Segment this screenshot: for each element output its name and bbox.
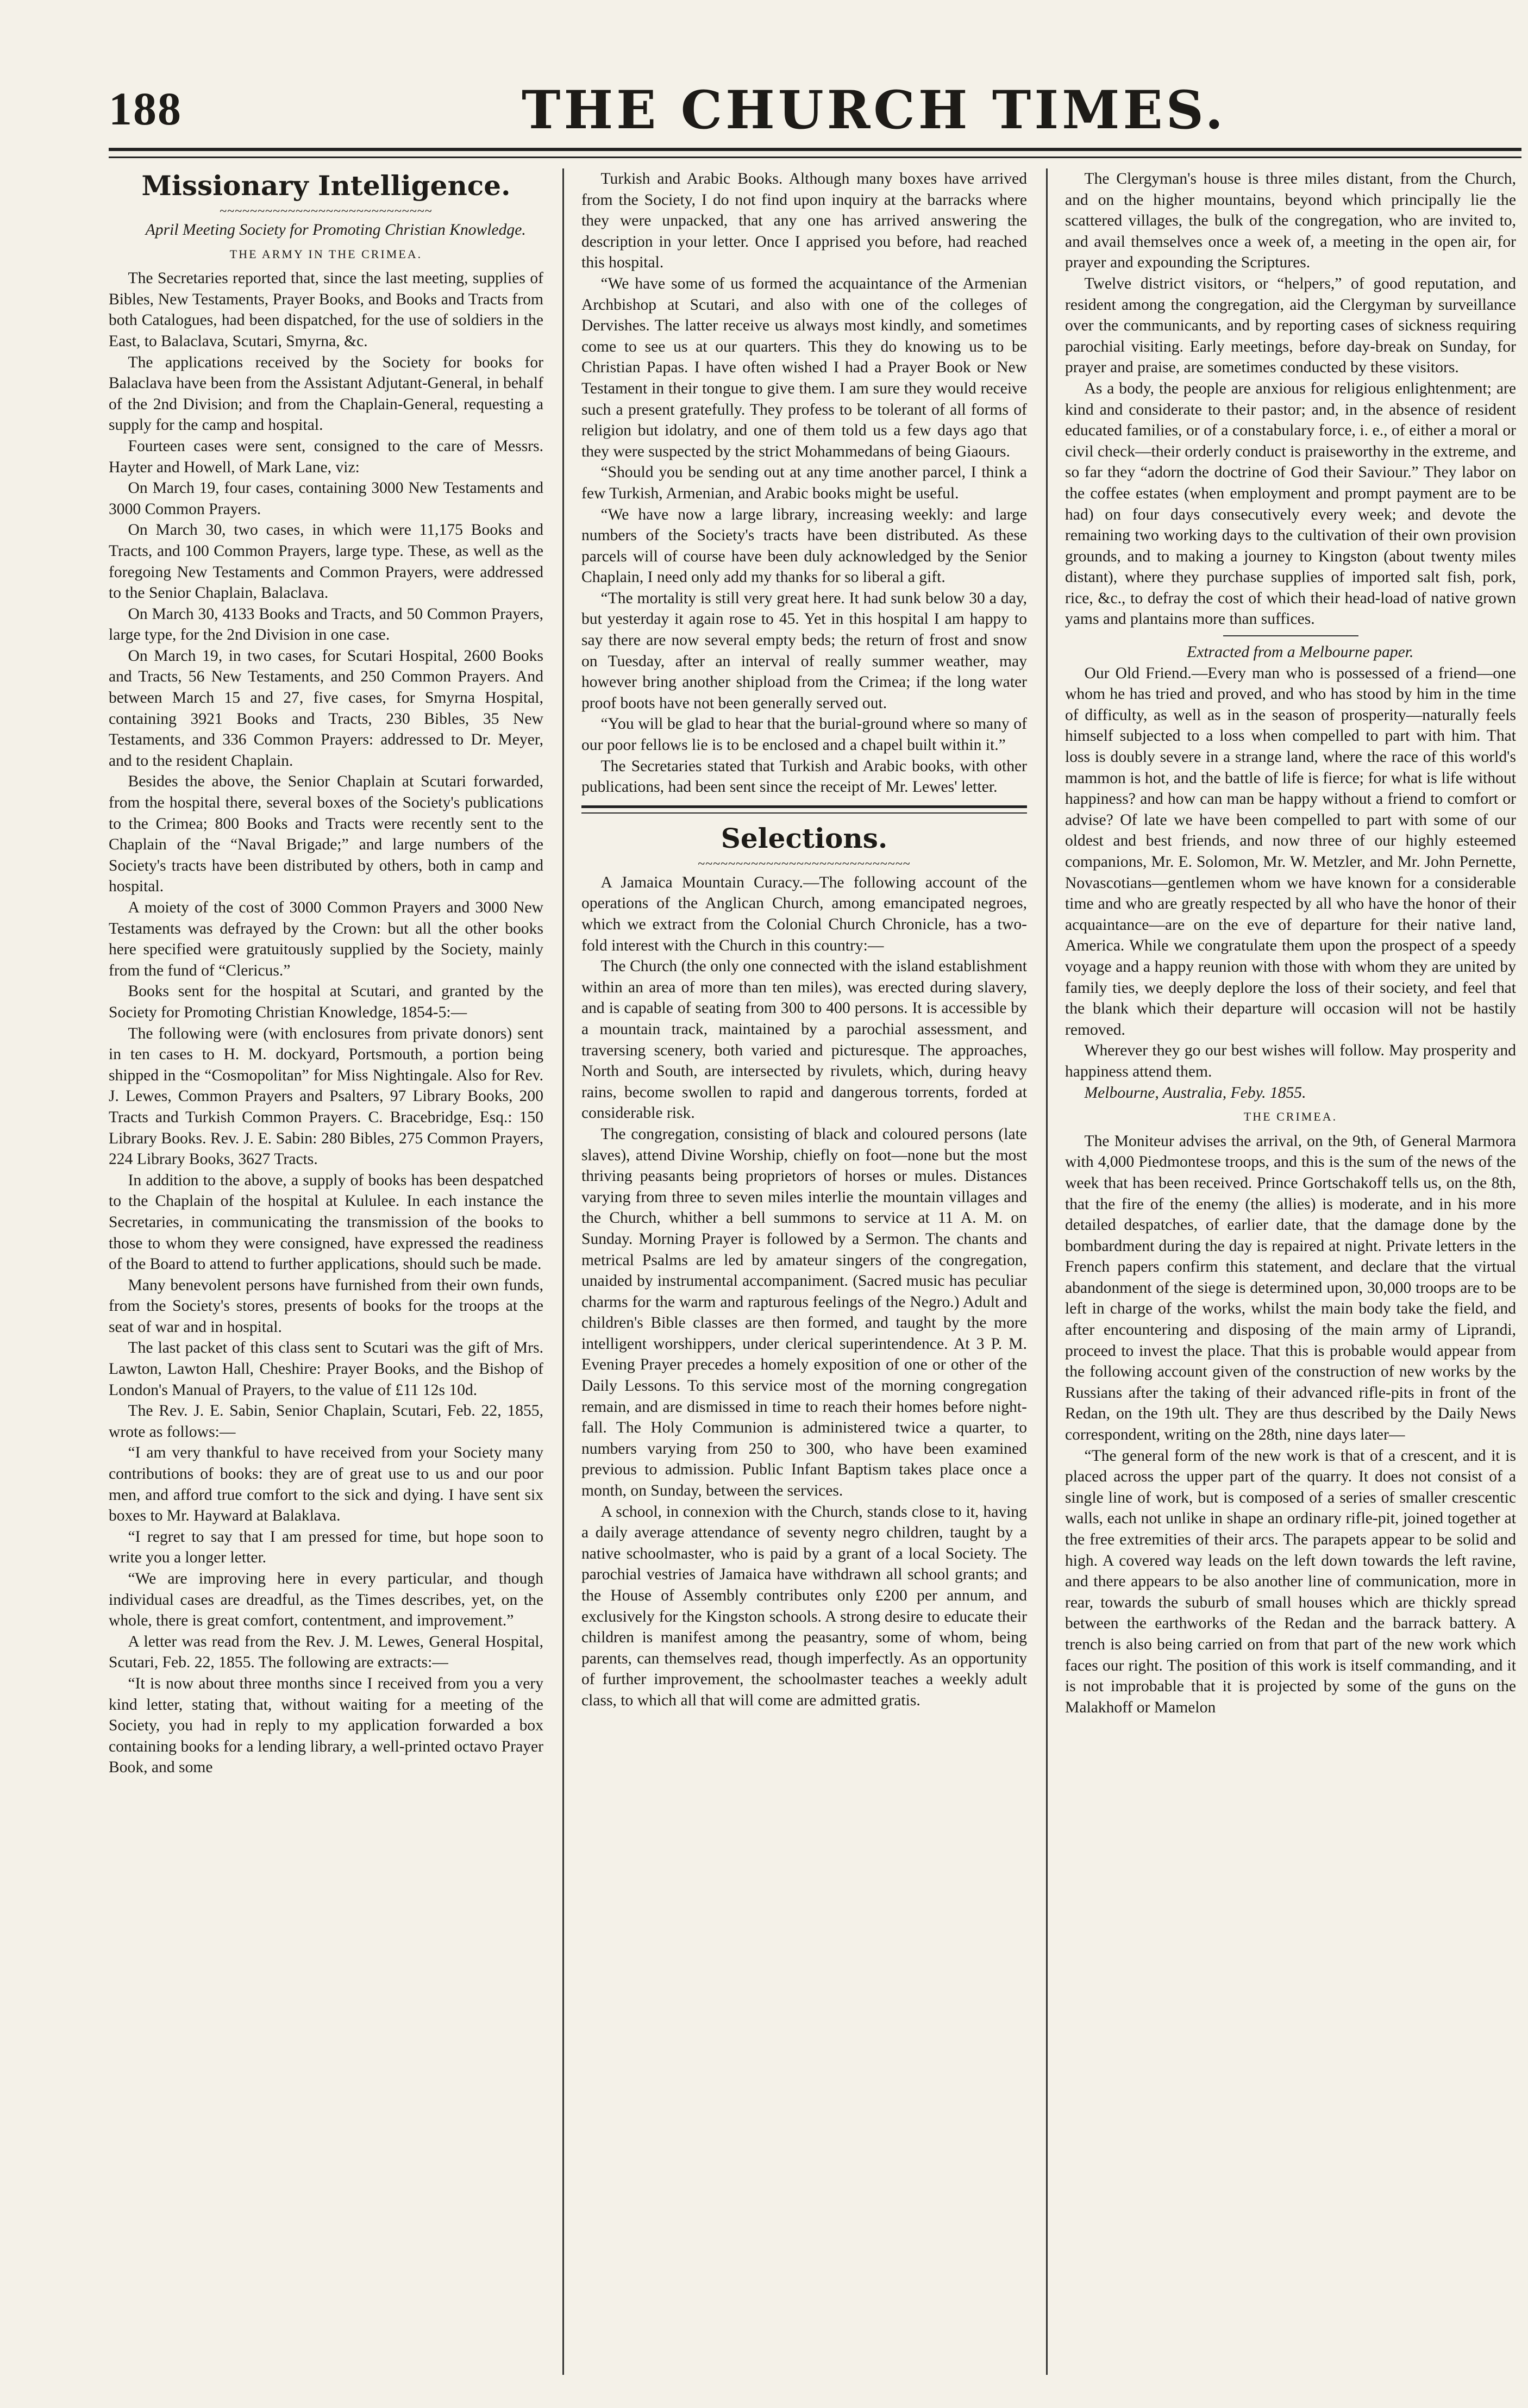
column-divider: [562, 168, 564, 2375]
article-body: [1065, 663, 1516, 1083]
article-body: [581, 872, 1027, 1711]
masthead-rule: [109, 148, 1521, 158]
newspaper-page: [109, 76, 1521, 2380]
paragraph: The following were (with enclosures from private donors) sent in ten cases to H. M. dockyard, Portsmouth, a portion being shipped in the “Cosmopolitan” for Miss Nightingale. Also for Rev. J. Lewes, Common Prayers and Psalters, 97 Library Books, 200 Tracts and Turkish Common Prayers. C. Bracebridge, Esq.: 150 Library Books. Rev. J. E. Sabin: 280 Bibles, 275 Common Prayers, 224 Library Books, 3627 Tracts.: [109, 1024, 543, 1168]
paragraph: Many benevolent persons have furnished from their own funds, from the Society's stores, presents of books for the troops at the seat of war and in hospital.: [109, 1276, 543, 1336]
ornamental-rule: ~~~~~~~~~~~~~~~~~~~~~~~~~~~~: [698, 856, 911, 871]
paragraph: A Jamaica Mountain Curacy.—The following account of the operations of the Anglican Church, among emancipated negroes, which we extract from the Colonial Church Chronicle, has a two-fold interest with the Church in this country:—: [581, 873, 1027, 954]
paragraph: “You will be glad to hear that the burial-ground where so many of our poor fellows lie is to be enclosed and a chapel built within it.”: [581, 715, 1027, 754]
paragraph: “We are improving here in every particular, and though individual cases are dreadful, as the Times describes, yet, on the whole, there is great comfort, contentment, and improvement.”: [109, 1570, 543, 1630]
page-number: 188: [109, 83, 182, 135]
article-subhead: THE ARMY IN THE CRIMEA.: [229, 247, 423, 261]
newspaper-title: THE CHURCH TIMES.: [522, 79, 1226, 141]
paragraph: “The mortality is still very great here. It had sunk below 30 a day, but yesterday it again rose to 45. Yet in this hospital I am happy to say there are now several empty beds; the return of frost and snow on Tuesday, after an interval of really summer weather, may however bring another shipload from the Crimea; if the long water proof boots have not been generally served out.: [581, 589, 1027, 712]
paragraph: The Church (the only one connected with the island establishment within an area of more than ten miles), was erected during slavery, and is capable of seating from 300 to 400 persons. It is accessible by a mountain track, maintained by a parochial assessment, and traversing scenery, both varied and picturesque. The approaches, North and South, are intersected by rivulets, which, during heavy rains, become swollen to rapid and dangerous torrents, forded at considerable risk.: [581, 958, 1027, 1122]
paragraph: “I am very thankful to have received from your Society many contributions of books: they are of great use to us and our poor men, and afford true comfort to the sick and dying. I have sent six boxes to Mr. Hayward at Balaklava.: [109, 1444, 543, 1525]
paragraph: Books sent for the hospital at Scutari, and granted by the Society for Promoting Christian Knowledge, 1854-5:—: [109, 983, 543, 1021]
paragraph: Fourteen cases were sent, consigned to the care of Messrs. Hayter and Howell, of Mark Lane, viz:: [109, 437, 543, 476]
paragraph: “It is now about three months since I received from you a very kind letter, stating that, without waiting for a meeting of the Society, you had in reply to my application forwarded a box containing books for a lending library, a well-printed octavo Prayer Book, and some: [109, 1674, 543, 1777]
paragraph: The Moniteur advises the arrival, on the 9th, of General Marmora with 4,000 Piedmontese troops, and this is the sum of the news of the week that has been received. Prince Gortschakoff tells us, on the 8th, that the fire of the enemy (the allies) is moderate, and in his more detailed despatches, of earlier date, that the damage done by the bombardment during the day is repaired at night. Private letters in the French papers confirm this statement, and declare that the virtual abandonment of the siege is determined upon, 30,000 troops are to be left in charge of the works, whilst the main body take the field, and after encountering and disposing of the main army of Liprandi, proceed to invest the place. That this is probable would appear from the following account given of the construction of new works by the Russians after the taking of their advanced rifle-pits in front of the Redan, on the 19th ult. They are thus described by the Daily News correspondent, writing on the 28th, nine days later—: [1065, 1132, 1516, 1444]
paragraph: The Secretaries stated that Turkish and Arabic books, with other publications, had been sent since the receipt of Mr. Lewes' letter.: [581, 757, 1027, 796]
paragraph: On March 19, in two cases, for Scutari Hospital, 2600 Books and Tracts, 56 New Testaments, and 250 Common Prayers. And between March 15 and 27, five cases, for Smyrna Hospital, containing 3921 Books and Tracts, 230 Bibles, 35 New Testaments, and 336 Common Prayers: addressed to Dr. Meyer, and to the resident Chaplain.: [109, 647, 543, 770]
paragraph: The Secretaries reported that, since the last meeting, supplies of Bibles, New Testaments, Prayer Books, and Books and Tracts from both Catalogues, had been dispatched, for the use of soldiers in the East, to Balaclava, Scutari, Smyrna, &c.: [109, 270, 543, 350]
paragraph: On March 19, four cases, containing 3000 New Testaments and 3000 Common Prayers.: [109, 479, 543, 518]
article-divider: [1223, 635, 1358, 636]
column-2: [581, 168, 1027, 2375]
article-subtitle: April Meeting Society for Promoting Christian Knowledge.: [145, 221, 526, 239]
masthead: [109, 76, 1521, 147]
paragraph: “The general form of the new work is that of a crescent, and it is placed across the upper part of the quarry. It does not consist of a single line of work, but is composed of a series of smaller crescentic walls, each not unlike in shape an ordinary rifle-pit, joined together at the free extremities of their arcs. The parapets appear to be solid and high. A covered way leads on the left down towards the left ravine, and there appears to be also another line of communication, more in rear, towards the suburb of small houses which are thickly spread between the earthworks of the Redan and the barrack battery. A trench is also being carried on from that part of the new work which faces our right. The position of this work is itself commanding, and it is not improbable that it is projected by some of the guns on the Malakhoff or Mamelon: [1065, 1447, 1516, 1716]
paragraph: On March 30, 4133 Books and Tracts, and 50 Common Prayers, large type, for the 2nd Division in one case.: [109, 605, 543, 644]
paragraph: A letter was read from the Rev. J. M. Lewes, General Hospital, Scutari, Feb. 22, 1855. The following are extracts:—: [109, 1633, 543, 1672]
article-body: [1065, 168, 1516, 630]
paragraph: “We have some of us formed the acquaintance of the Armenian Archbishop at Scutari, and also with one of the colleges of Dervishes. The latter receive us always most kindly, and sometimes come to see us at our quarters. This they do knowing us to be Christian Papas. I have often wished I had a Prayer Book or New Testament in their tongue to give them. I am sure they would receive such a present gratefully. They profess to be tolerant of all forms of religion but idolatry, and one of them told us a few days ago that they were suspected by the strict Mohammedans of being Giaours.: [581, 274, 1027, 460]
paragraph: A school, in connexion with the Church, stands close to it, having a daily average attendance of seventy negro children, taught by a native schoolmaster, who is paid by a grant of a local Society. The parochial vestries of Jamaica have withdrawn all school grants; and the House of Assembly contributes only £200 per annum, and exclusively for the Kingston schools. A strong desire to educate their children is manifest among the peasantry, some of whom, being parents, can themselves read, though imperfectly. As an opportunity of further improvement, the schoolmaster teaches a weekly adult class, to which all that will come are admitted gratis.: [581, 1503, 1027, 1709]
paragraph: “Should you be sending out at any time another parcel, I think a few Turkish, Armenian, and Arabic books might be useful.: [581, 464, 1027, 502]
paragraph: On March 30, two cases, in which were 11,175 Books and Tracts, and 100 Common Prayers, large type. These, as well as the foregoing New Testaments and Common Prayers, were addressed to the Senior Chaplain, Balaclava.: [109, 521, 543, 602]
paragraph: “I regret to say that I am pressed for time, but hope soon to write you a longer letter.: [109, 1528, 543, 1567]
column-3: [1065, 168, 1516, 2375]
paragraph: The congregation, consisting of black and coloured persons (late slaves), attend Divine Worship, chiefly on foot—none but the most thriving peasants being proprietors of horses or mules. Distances varying from three to seven miles interlie the mountain villages and the Church, whither a bell summons to service at 11 A. M. on Sunday. Morning Prayer is followed by a Sermon. The chants and metrical Psalms are led by amateur singers of the congregation, unaided by instrumental accompaniment. (Sacred music has peculiar charms for the warm and rapturous feelings of the Negro.) Adult and children's Bible classes are then formed, and taught by the more intelligent worshippers, under clerical superintendence. At 3 P. M. Evening Prayer precedes a homely exposition of one or other of the Daily Lessons. To this service most of the morning congregation remain, and are dismissed in time to reach their homes before night-fall. The Holy Communion is administered twice a quarter, to numbers varying from 250 to 300, who have been examined previous to admission. Public Infant Baptism takes place once a month, on Sunday, between the services.: [581, 1125, 1027, 1500]
paragraph: A moiety of the cost of 3000 Common Prayers and 3000 New Testaments was defrayed by the Crown: but all the other books here specified were gratuitously supplied by the Society, mainly from the fund of “Clericus.”: [109, 899, 543, 979]
paragraph: The applications received by the Society for books for Balaclava have been from the Assistant Adjutant-General, in behalf of the 2nd Division; and from the Chaplain-General, requesting a supply for the camp and hospital.: [109, 353, 543, 434]
column-divider: [1046, 168, 1048, 2375]
section-title-missionary: Missionary Intelligence.: [141, 170, 511, 202]
article-body: [109, 268, 543, 1778]
section-title-selections: Selections.: [721, 822, 888, 854]
article-body: [1065, 1131, 1516, 1718]
paragraph: Wherever they go our best wishes will follow. May prosperity and happiness attend them.: [1065, 1042, 1516, 1080]
paragraph: The last packet of this class sent to Scutari was the gift of Mrs. Lawton, Lawton Hall, Cheshire: Prayer Books, and the Bishop of London's Manual of Prayers, to the value of £11 12s 10d.: [109, 1339, 543, 1399]
section-rule: [581, 805, 1027, 814]
column-1: [109, 168, 543, 2375]
paragraph: “We have now a large library, increasing weekly: and large numbers of the Society's tracts have been distributed. As these parcels will of course have been duly acknowledged by the Senior Chaplain, I need only add my thanks for so liberal a gift.: [581, 505, 1027, 586]
paragraph: Our Old Friend.—Every man who is possessed of a friend—one whom he has tried and proved, and who has stood by him in the time of difficulty, as well as in the season of prosperity—naturally feels himself subjected to a loss when compelled to part with him. That loss is doubly severe in a strange land, where the race of this world's mammon is hot, and the battle of life is fierce; for what is life without happiness? and how can man be happy without a friend to comfort or advise? Of late we have been compelled to part with some of our oldest and best friends, and now three of our highly esteemed companions, Mr. E. Solomon, Mr. W. Metzler, and Mr. John Pernette, Novascotians—gentlemen whom we have known for a considerable time and who are greatly respected by all who have the honor of their acquaintance—are on the eve of departure for their native land, America. While we congratulate them upon the prospect of a speedy voyage and a happy reunion with those with whom they are united by family ties, we deeply deplore the loss of their society, and feel that the blank which their departure will occasion will not be hastily removed.: [1065, 664, 1516, 1039]
paragraph: The Rev. J. E. Sabin, Senior Chaplain, Scutari, Feb. 22, 1855, wrote as follows:—: [109, 1402, 543, 1441]
article-body: [581, 168, 1027, 798]
ornamental-rule: ~~~~~~~~~~~~~~~~~~~~~~~~~~~~: [220, 204, 433, 218]
paragraph: Besides the above, the Senior Chaplain at Scutari forwarded, from the hospital there, several boxes of the Society's publications to the Crimea; 800 Books and Tracts were recently sent to the Chaplain of the “Naval Brigade;” and large numbers of the Society's tracts have been distributed by others, both in camp and hospital.: [109, 773, 543, 896]
paragraph: In addition to the above, a supply of books has been despatched to the Chaplain of the hospital at Kululee. In each instance the Secretaries, in communicating the transmission of the books to those to whom they were consigned, have expressed the readiness of the Board to attend to further applications, should such be made.: [109, 1171, 543, 1273]
paragraph: Turkish and Arabic Books. Although many boxes have arrived from the Society, I do not find upon inquiry at the barracks where they were unpacked, that any one has arrived answering the description in your letter. Once I apprised you before, had reached this hospital.: [581, 170, 1027, 272]
extract-heading: Extracted from a Melbourne paper.: [1187, 643, 1414, 661]
article-signature: Melbourne, Australia, Feby. 1855.: [1084, 1084, 1306, 1102]
paragraph: As a body, the people are anxious for religious enlightenment; are kind and considerate to their pastor; and, in the absence of resident educated families, or of a constabulary force, i. e., of either a moral or civil check—their orderly conduct is praiseworthy in the extreme, and so far they “adorn the doctrine of God their Saviour.” They labor on the coffee estates (when employment and prompt payment are to be had) on four days consecutively every week; and devote the remaining two working days to the cultivation of their own provision grounds, and to making a journey to Kingston (about twenty miles distant), where they purchase supplies of imported salt fish, pork, rice, &c., to defray the cost of which their head-load of native grown yams and plantains more than suffices.: [1065, 379, 1516, 628]
article-subhead: THE CRIMEA.: [1243, 1110, 1338, 1124]
paragraph: The Clergyman's house is three miles distant, from the Church, and on the higher mountains, beyond which principally lie the scattered villages, the bulk of the congregation, who are invited to, and avail themselves once a week of, a meeting in the open air, for prayer and expounding the Scriptures.: [1065, 170, 1516, 272]
paragraph: Twelve district visitors, or “helpers,” of good reputation, and resident among the congregation, aid the Clergyman by surveillance over the communicants, and by reporting cases of sickness requiring parochial visiting. Early meetings, before day-break on Sunday, for prayer and praise, are sometimes conducted by these visitors.: [1065, 274, 1516, 377]
